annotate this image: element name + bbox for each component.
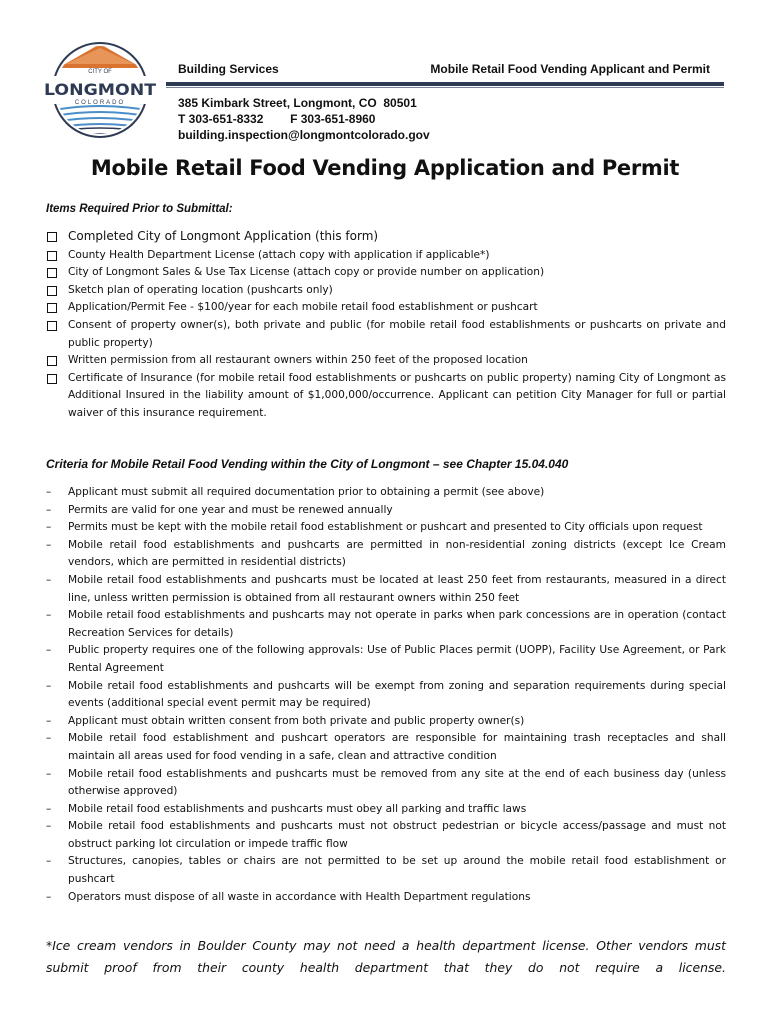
dash-bullet: – [46,732,52,745]
criteria-item-text: Mobile retail food establishments and pushcarts must obey all parking and traffic laws [68,802,527,815]
checklist-item [46,247,726,265]
criteria-item-text: Applicant must obtain written consent from both private and public property owner(s) [68,714,525,727]
checkbox-icon[interactable] [47,286,57,296]
dash-bullet: – [46,644,52,657]
criteria-item [46,853,726,888]
city-of-longmont-logo [40,38,160,142]
criteria-item [46,502,726,520]
criteria-item-text: Permits must be kept with the mobile retail food establishment or pushcart and presented to City officials upon request [68,521,703,534]
criteria-item [46,519,726,537]
contact-block [178,95,430,143]
header-department: Building Services [178,62,279,76]
dash-bullet: – [46,503,52,516]
checkbox-icon[interactable] [47,303,57,313]
criteria-item [46,678,726,713]
contact-email[interactable]: building.inspection@longmontcolorado.gov [178,128,430,142]
dash-bullet: – [46,767,52,780]
checklist-item [46,282,726,300]
checkbox-icon[interactable] [47,268,57,278]
logo-name-text: LONGMONT [44,80,157,99]
dash-bullet: – [46,679,52,692]
criteria-item [46,713,726,731]
criteria-item-text: Mobile retail food establishments and pushcarts must not obstruct pedestrian or bicycle access/passage and must not obstruct parking lot circulation or impede traffic flow [68,820,726,850]
criteria-item-text: Permits are valid for one year and must be renewed annually [68,503,393,516]
checkbox-icon[interactable] [47,251,57,261]
checklist-item-text: Written permission from all restaurant owners within 250 feet of the proposed location [68,354,528,367]
criteria-item [46,537,726,572]
document-title: Mobile Retail Food Vending Application and Permit [90,156,680,180]
dash-bullet: – [46,538,52,551]
checkbox-icon[interactable] [47,374,57,384]
criteria-item-text: Mobile retail food establishments and pushcarts will be exempt from zoning and separation requirements during special events (additional special event permit may be required) [68,679,726,710]
checklist-item [46,228,726,247]
criteria-item [46,766,726,801]
checklist-item [46,352,726,370]
checkbox-icon[interactable] [47,356,57,366]
header-rule-thin [166,87,724,88]
criteria-item [46,889,726,907]
logo-city-of-text: CITY OF [88,69,112,75]
checklist-item-text: Completed City of Longmont Application (this form) [68,229,379,243]
dash-bullet: – [46,609,52,622]
criteria-item-text: Public property requires one of the following approvals: Use of Public Places permit (UOPP), Facility Use Agreement, or Park Rental Agreement [68,644,726,674]
checklist-item [46,299,726,317]
checklist-item [46,264,726,282]
criteria-item-text: Mobile retail food establishments and pushcarts may not operate in parks when park concessions are in operation (contact Recreation Services for details) [68,609,726,639]
checklist-item-text: County Health Department License (attach copy with application if applicable*) [68,248,490,261]
criteria-label: Criteria for Mobile Retail Food Vending within the City of Longmont – see Chapter 15.04.040 [46,457,569,471]
logo-state-text: COLORADO [74,100,126,106]
checkbox-icon[interactable] [47,321,57,331]
dash-bullet: – [46,573,52,586]
checklist-item [46,317,726,352]
items-required-checklist [46,228,726,423]
criteria-item [46,484,726,502]
dash-bullet: – [46,890,52,903]
checklist-item [46,370,726,423]
criteria-item-text: Mobile retail food establishment and pushcart operators are responsible for maintaining trash receptacles and shall maintain all areas used for food vending in a safe, clean and attractive condition [68,732,726,762]
criteria-item [46,607,726,642]
criteria-item-text: Mobile retail food establishments and pushcarts must be located at least 250 feet from restaurants, measured in a direct line, unless written permission is obtained from all restaurant owners within 250 feet [68,573,726,604]
criteria-item [46,801,726,819]
criteria-item [46,730,726,765]
footnote: *Ice cream vendors in Boulder County may not need a health department license. Other vendors must submit proof from their county health department that they do not require a license. [46,938,726,975]
items-required-label: Items Required Prior to Submittal: [46,203,233,215]
dash-bullet: – [46,855,52,868]
dash-bullet: – [46,802,52,815]
contact-address: 385 Kimbark Street, Longmont, CO 80501 [178,96,417,110]
criteria-item-text: Operators must dispose of all waste in accordance with Health Department regulations [68,890,531,903]
checklist-item-text: City of Longmont Sales & Use Tax License (attach copy or provide number on application) [68,266,545,279]
header-form-title: Mobile Retail Food Vending Applicant and Permit [430,62,710,76]
header-rule [166,82,724,86]
checkbox-icon[interactable] [47,232,57,242]
dash-bullet: – [46,521,52,534]
dash-bullet: – [46,714,52,727]
dash-bullet: – [46,486,52,498]
criteria-item [46,642,726,677]
dash-bullet: – [46,820,52,833]
criteria-item-text: Applicant must submit all required documentation prior to obtaining a permit (see above) [68,486,545,498]
checklist-item-text: Consent of property owner(s), both private and public (for mobile retail food establishments or pushcarts on private and public property) [68,318,726,349]
criteria-item-text: Structures, canopies, tables or chairs are not permitted to be set up around the mobile retail food establishment or pushcart [68,855,726,886]
checklist-item-text: Sketch plan of operating location (pushcarts only) [68,283,333,296]
criteria-list [46,484,726,906]
checklist-item-text: Application/Permit Fee - $100/year for each mobile retail food establishment or pushcart [68,301,538,314]
checklist-item-text: Certificate of Insurance (for mobile retail food establishments or pushcarts on public property) naming City of Longmont as Additional Insured in the liability amount of $1,000,000/occurrence. Applicant can petition City Manager for full or partial waiver of this insurance requirement. [68,371,726,419]
contact-phone-fax: T 303-651-8332 F 303-651-8960 [178,112,376,126]
criteria-item-text: Mobile retail food establishments and pushcarts must be removed from any site at the end of each business day (unless otherwise approved) [68,767,726,798]
criteria-item [46,572,726,607]
criteria-item-text: Mobile retail food establishments and pushcarts are permitted in non-residential zoning districts (except Ice Cream vendors, which are permitted in residential districts) [68,538,726,569]
criteria-item [46,818,726,853]
